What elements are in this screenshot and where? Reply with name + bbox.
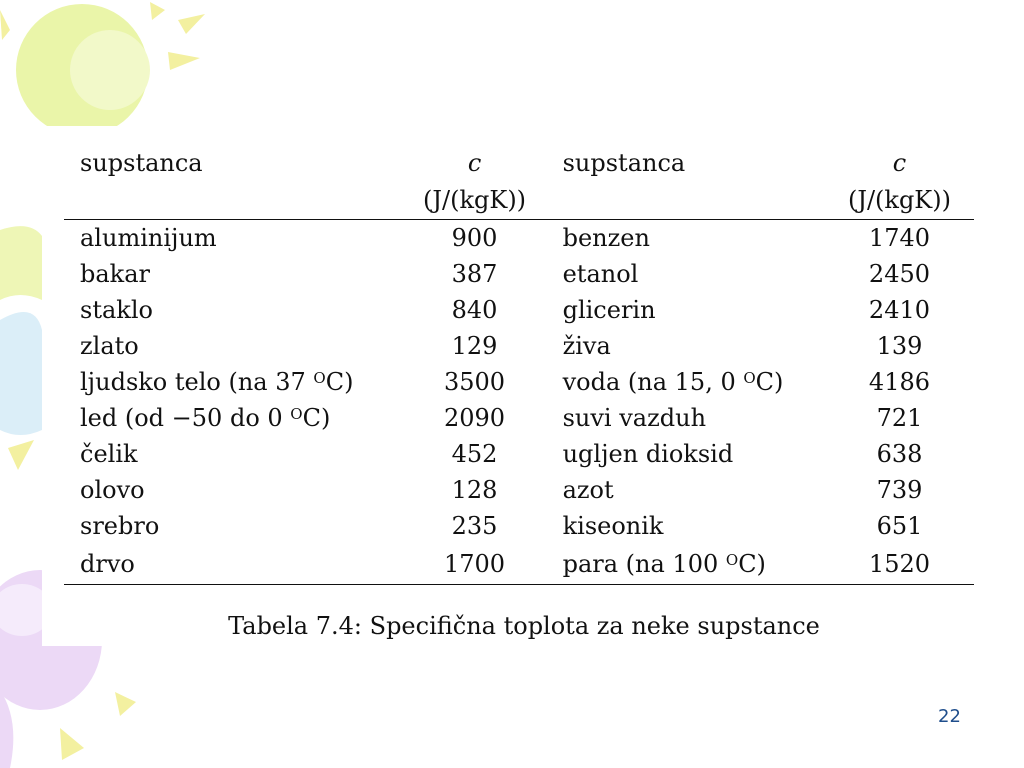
substance-name [64, 328, 393, 364]
substance-name [64, 220, 393, 257]
specific-heat-value: 387 [451, 260, 498, 288]
substance-text: olovo [80, 476, 145, 504]
substance-text: voda (na 15, 0 [562, 368, 744, 396]
substance-text-suffix: C) [302, 404, 331, 432]
header-unit-1: (J/(kgK)) [393, 181, 557, 220]
substance-name [557, 544, 825, 585]
substance-text: led (od −50 do 0 [80, 404, 291, 432]
substance-text: živa [562, 332, 611, 360]
degree-superscript: O [725, 551, 739, 569]
header-blank [557, 181, 825, 220]
table-row [64, 292, 974, 328]
substance-text: etanol [562, 260, 639, 288]
substance-text: suvi vazduh [562, 404, 707, 432]
specific-heat-value: 2410 [868, 296, 930, 324]
substance-name [557, 364, 825, 400]
substance-name [557, 508, 825, 544]
substance-name [557, 400, 825, 436]
left-edge-decoration [0, 226, 42, 470]
substance-text: zlato [80, 332, 139, 360]
specific-heat-value: 2450 [868, 260, 930, 288]
header-substance-2: supstanca [562, 149, 686, 177]
substance-name [557, 472, 825, 508]
specific-heat-value: 638 [876, 440, 923, 468]
specific-heat-value: 900 [451, 224, 498, 252]
table-row [64, 472, 974, 508]
substance-name [64, 544, 393, 585]
substance-name [557, 256, 825, 292]
substance-name [557, 436, 825, 472]
header-c-symbol-2: c [892, 149, 907, 177]
substance-text: glicerin [562, 296, 656, 324]
substance-name [64, 292, 393, 328]
header-c-symbol-1: c [467, 149, 482, 177]
specific-heat-value: 1520 [825, 544, 974, 585]
substance-name [64, 436, 393, 472]
substance-text: bakar [80, 260, 150, 288]
substance-text: kiseonik [562, 512, 664, 540]
specific-heat-value: 2090 [444, 404, 506, 432]
specific-heat-value: 452 [451, 440, 498, 468]
substance-name [557, 328, 825, 364]
substance-text: benzen [562, 224, 650, 252]
header-substance-1: supstanca [80, 149, 203, 177]
substance-name [64, 364, 393, 400]
specific-heat-value: 840 [451, 296, 498, 324]
table-row [64, 508, 974, 544]
substance-name [64, 472, 393, 508]
table-row [64, 436, 974, 472]
substance-text-suffix: C) [755, 368, 784, 396]
substance-text: ugljen dioksid [562, 440, 734, 468]
specific-heat-value: 235 [451, 512, 498, 540]
degree-superscript: O [290, 405, 303, 423]
table-caption: Tabela 7.4: Specifična toplota za neke supstance [228, 612, 820, 640]
header-blank [64, 181, 393, 220]
substance-name [64, 256, 393, 292]
substance-text: aluminijum [80, 224, 217, 252]
substance-text-suffix: C) [738, 550, 766, 578]
degree-superscript: O [313, 369, 326, 387]
specific-heat-value: 651 [876, 512, 923, 540]
substance-text: srebro [80, 512, 160, 540]
table-row [64, 400, 974, 436]
table-row [64, 328, 974, 364]
table-row [64, 544, 974, 585]
page-number: 22 [938, 706, 961, 727]
specific-heat-value: 721 [876, 404, 923, 432]
table-row [64, 364, 974, 400]
substance-name [557, 220, 825, 257]
degree-superscript: O [743, 369, 756, 387]
substance-text: drvo [80, 550, 135, 578]
specific-heat-value: 739 [876, 476, 923, 504]
substance-name [64, 508, 393, 544]
sun-decoration [0, 2, 205, 136]
substance-text: para (na 100 [562, 550, 726, 578]
substance-text: čelik [80, 440, 138, 468]
table-row [64, 220, 974, 257]
specific-heat-value: 4186 [868, 368, 930, 396]
header-unit-2: (J/(kgK)) [825, 181, 974, 220]
substance-text-suffix: C) [325, 368, 354, 396]
specific-heat-value: 3500 [444, 368, 506, 396]
header-unit-row [64, 181, 974, 220]
substance-text: azot [562, 476, 614, 504]
specific-heat-value: 129 [451, 332, 498, 360]
specific-heat-value: 1700 [393, 544, 557, 585]
substance-name [557, 292, 825, 328]
substance-name [64, 400, 393, 436]
specific-heat-value: 1740 [868, 224, 930, 252]
specific-heat-value: 128 [451, 476, 498, 504]
header-row [64, 145, 974, 181]
table-row [64, 256, 974, 292]
specific-heat-value: 139 [876, 332, 923, 360]
substance-text: staklo [80, 296, 153, 324]
specific-heat-table [64, 145, 974, 585]
substance-text: ljudsko telo (na 37 [80, 368, 314, 396]
